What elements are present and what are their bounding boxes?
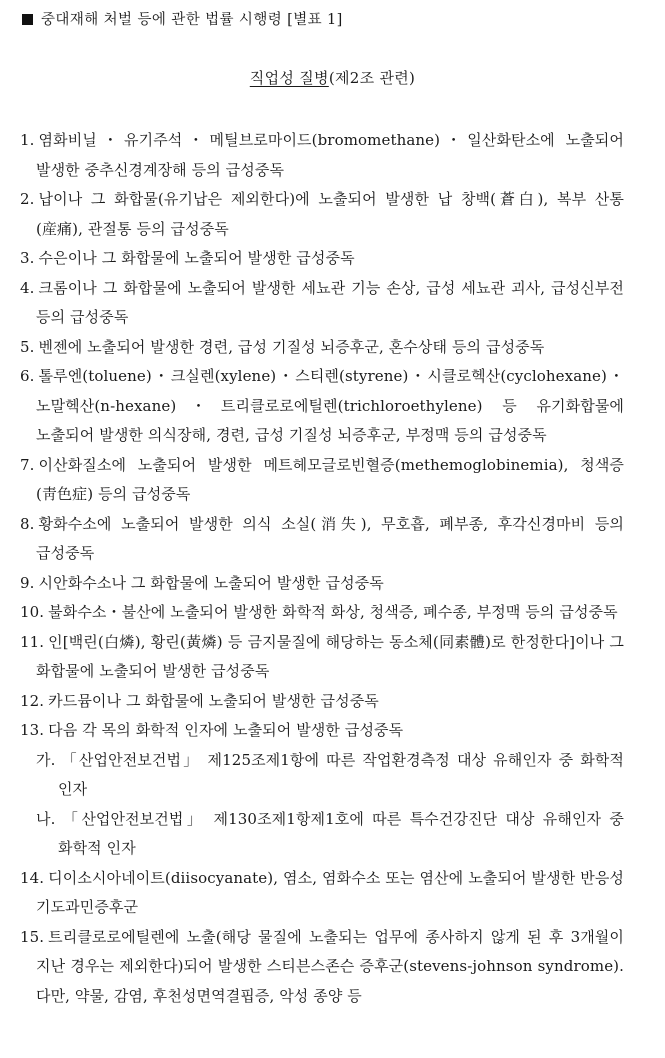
- list-item: [20, 598, 624, 628]
- page-title: [0, 66, 665, 90]
- list-item: [20, 864, 624, 923]
- list-item: [20, 687, 624, 717]
- item-text: 황화수소에 노출되어 발생한 의식 소실(消失), 무호흡, 폐부종, 후각신경마비 등의 급성중독: [36, 514, 624, 562]
- item-text: 이산화질소에 노출되어 발생한 메트헤모글로빈혈증(methemoglobinemia), 청색증(靑色症) 등의 급성중독: [36, 455, 624, 503]
- item-text: 인[백린(白燐), 황린(黃燐) 등 금지물질에 해당하는 동소체(同素體)로 한정한다]이나 그 화합물에 노출되어 발생한 급성중독: [36, 632, 624, 680]
- item-number: 3.: [20, 249, 35, 267]
- item-text: 시안화수소나 그 화합물에 노출되어 발생한 급성중독: [38, 573, 384, 592]
- list-item: [20, 569, 624, 599]
- item-number: 11.: [20, 632, 45, 651]
- item-number: 5.: [20, 337, 35, 356]
- list-item: [20, 716, 624, 746]
- sub-list-item: [20, 746, 624, 805]
- item-text: 염화비닐・유기주석・메틸브로마이드(bromomethane)・일산화탄소에 노출되어 발생한 중추신경계장해 등의 급성중독: [36, 131, 624, 179]
- item-number: 4.: [20, 278, 35, 297]
- item-number: 13.: [20, 721, 45, 739]
- sub-item-text: 「산업안전보건법」 제130조제1항제1호에 따른 특수건강진단 대상 유해인자 중 화학적 인자: [58, 809, 624, 857]
- sub-item-text: 「산업안전보건법」 제125조제1항에 따른 작업환경측정 대상 유해인자 중 화학적 인자: [58, 750, 624, 798]
- list-item: [20, 362, 624, 451]
- item-text: 납이나 그 화합물(유기납은 제외한다)에 노출되어 발생한 납 창백(蒼白), 복부 산통(産痛), 관절통 등의 급성중독: [36, 190, 624, 238]
- item-text: 크롬이나 그 화합물에 노출되어 발생한 세뇨관 기능 손상, 급성 세뇨관 괴사, 급성신부전 등의 급성중독: [36, 278, 624, 326]
- item-text: 톨루엔(toluene)・크실렌(xylene)・스티렌(styrene)・시클로헥산(cyclohexane)・노말헥산(n-hexane)・트리클로로에틸렌(trichloroethylene) 등 유기화합물에 노출되어 발생한 의식장해, 경련, 급성 기질성 뇌증후군, 부정맥 등의 급성중독: [36, 367, 624, 444]
- list-item: [20, 126, 624, 185]
- list-item: [20, 244, 624, 274]
- list-item: [20, 451, 624, 510]
- item-number: 9.: [20, 573, 35, 592]
- item-number: 6.: [20, 367, 35, 385]
- item-text: 카드뮴이나 그 화합물에 노출되어 발생한 급성중독: [48, 691, 379, 710]
- list-item: [20, 923, 624, 1012]
- item-number: 2.: [20, 190, 35, 208]
- item-number: 15.: [20, 927, 45, 946]
- item-text: 불화수소・불산에 노출되어 발생한 화학적 화상, 청색증, 폐수종, 부정맥 등의 급성중독: [48, 603, 618, 621]
- item-number: 8.: [20, 514, 35, 533]
- item-number: 7.: [20, 455, 35, 474]
- title-main: 직업성 질병: [249, 69, 329, 87]
- title-sub: (제2조 관련): [328, 69, 416, 87]
- list-item: [20, 274, 624, 333]
- item-number: 14.: [20, 868, 45, 887]
- item-number: 12.: [20, 691, 45, 710]
- list-item: [20, 185, 624, 244]
- list-item: [20, 628, 624, 687]
- document-header: [22, 8, 343, 32]
- sub-item-number: 가.: [36, 750, 56, 769]
- item-number: 10.: [20, 603, 45, 621]
- disease-list: [20, 126, 624, 1011]
- list-item: [20, 333, 624, 363]
- item-text: 벤젠에 노출되어 발생한 경련, 급성 기질성 뇌증후군, 혼수상태 등의 급성중독: [38, 337, 545, 356]
- sub-item-number: 나.: [36, 809, 56, 828]
- item-text: 트리클로로에틸렌에 노출(해당 물질에 노출되는 업무에 종사하지 않게 된 후 3개월이 지난 경우는 제외한다)되어 발생한 스티븐스존슨 증후군(stevens-johnson syndrome). 다만, 약물, 감염, 후천성면역결핍증, 악성 종양 등: [36, 927, 624, 1005]
- item-number: 1.: [20, 131, 35, 149]
- item-text: 디이소시아네이트(diisocyanate), 염소, 염화수소 또는 염산에 노출되어 발생한 반응성 기도과민증후군: [36, 868, 624, 916]
- sub-list-item: [20, 805, 624, 864]
- header-text: 중대재해 처벌 등에 관한 법률 시행령 [별표 1]: [41, 12, 343, 28]
- item-text: 수은이나 그 화합물에 노출되어 발생한 급성중독: [38, 249, 355, 267]
- square-bullet-icon: [22, 14, 33, 25]
- list-item: [20, 510, 624, 569]
- item-text: 다음 각 목의 화학적 인자에 노출되어 발생한 급성중독: [48, 721, 404, 739]
